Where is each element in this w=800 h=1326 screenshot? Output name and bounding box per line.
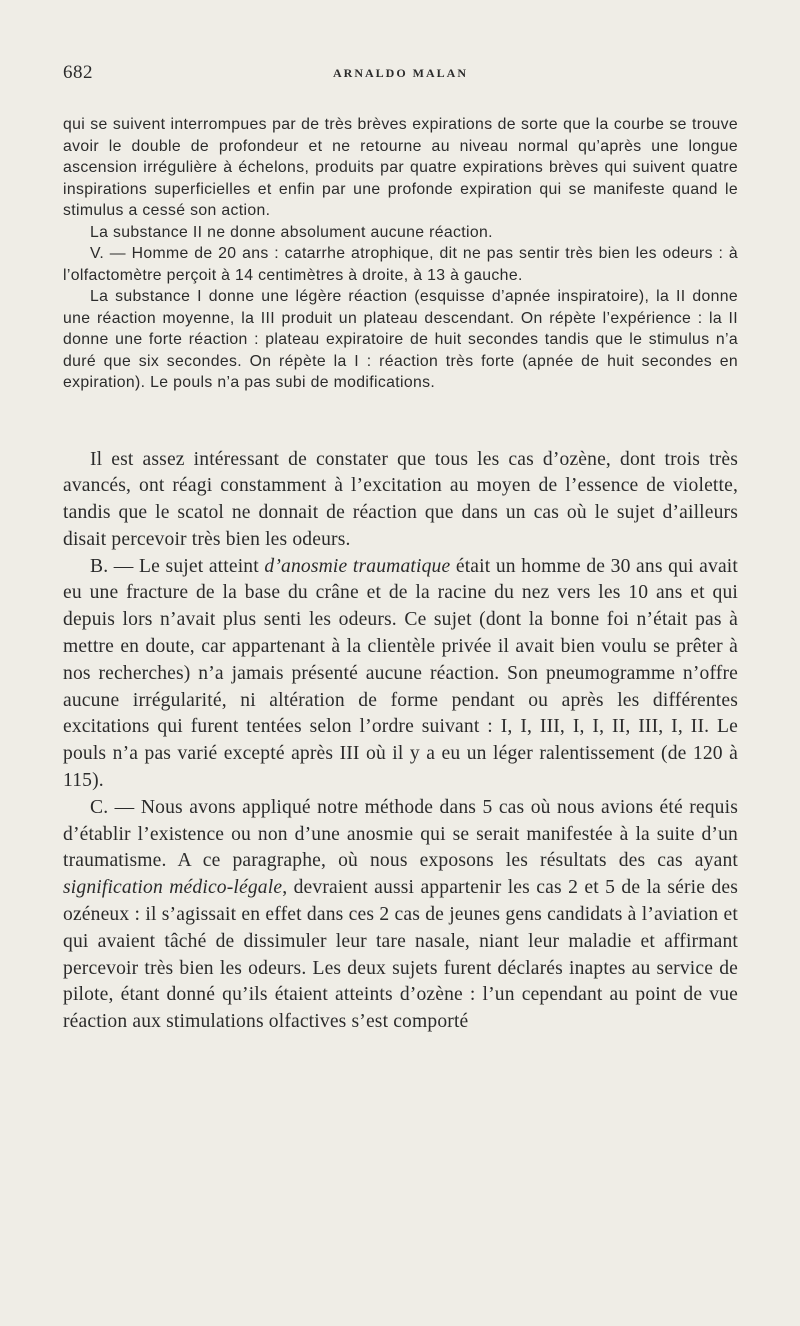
section-b-italic-term: d’anosmie traumatique [264,555,451,577]
paragraph-case-v-results: La substance I donne une légère réaction (esquisse d’apnée inspiratoire), la II donne une réaction moyenne, la III produit un plateau descendant. On répète l’expérience : la II donne une forte réaction : plateau expiratoire de huit secondes tandis que le stimulus n’a duré que six secondes. On répète la I : réaction très forte (apnée de huit secondes en expiration). Le pouls n’a pas subi de modifications. [63,288,738,391]
section-c-text-end: , devraient aussi appartenir les cas 2 et 5 de la série des ozéneux : il s’agissait en effet dans ces 2 cas de jeunes gens candidats à l’aviation et qui avaient tâché de dissimuler leur tare nasale, niant leur maladie et affirmant percevoir très bien les odeurs. Les deux sujets furent déclarés inaptes au service de pilote, étant donné qu’ils étaient atteints d’ozène : l’un cependant au point de vue réaction aux stimulations olfactives s’est comporté [63,877,738,1033]
main-text-section [63,447,738,1037]
paragraph-case-v: V. — Homme de 20 ans : catarrhe atrophique, dit ne pas sentir très bien les odeurs : à l’olfactomètre perçoit à 14 centimètres à droite, à 13 à gauche. [63,245,738,284]
section-b-text-end: était un homme de 30 ans qui avait eu une fracture de la base du crâne et de la racine du nez vers les 10 ans et qui depuis lors n’avait plus senti les odeurs. Ce sujet (dont la bonne foi n’était pas à mettre en doute, car appartenant à la clientèle privée il avait bien voulu se prêter à nos recherches) n’a jamais présenté aucune réaction. Son pneumogramme n’offre aucune irrégularité, ni altération de forme pendant ou après les différentes excitations qui furent tentées selon l’ordre suivant : I, I, III, I, I, II, III, I, II. Le pouls n’a pas varié excepté après III où il y a eu un léger ralentissement (de 120 à 115). [63,555,738,792]
paragraph-continued: qui se suivent interrompues par de très brèves expirations de sorte que la courbe se trouve avoir le double de profondeur et ne retourne au niveau normal qu’après une longue ascension irrégulière à échelons, produits par quatre expirations brèves qui suivent quatre inspirations superficielles et enfin par une profonde expiration qui se manifeste quand le stimulus a cessé son action. [63,116,738,219]
section-b-text-start: B. — Le sujet atteint [90,555,265,577]
section-c-text-start: C. — Nous avons appliqué notre méthode dans 5 cas où nous avions été requis d’établir l’existence ou non d’une anosmie qui se serait manifestée à la suite d’un traumatisme. A ce paragraphe, où nous exposons les résultats des cas ayant [63,796,738,872]
running-head [63,62,738,92]
paragraph-section-b [63,554,738,795]
page-number: 682 [63,62,93,83]
paragraph-section-c [63,795,738,1036]
running-title: ARNALDO MALAN [333,66,468,80]
paragraph-ozene-summary: Il est assez intéressant de constater que tous les cas d’ozène, dont trois très avancés, ont réagi constamment à l’excitation au moyen de l’essence de violette, tandis que le scatol ne donnait de réaction que dans un cas où le sujet d’ailleurs disait percevoir très bien les odeurs. [63,448,738,550]
paragraph-substance-ii: La substance II ne donne absolument aucune réaction. [90,223,493,241]
small-print-section [63,114,738,394]
section-c-italic-term: signification médico-légale [63,877,283,899]
